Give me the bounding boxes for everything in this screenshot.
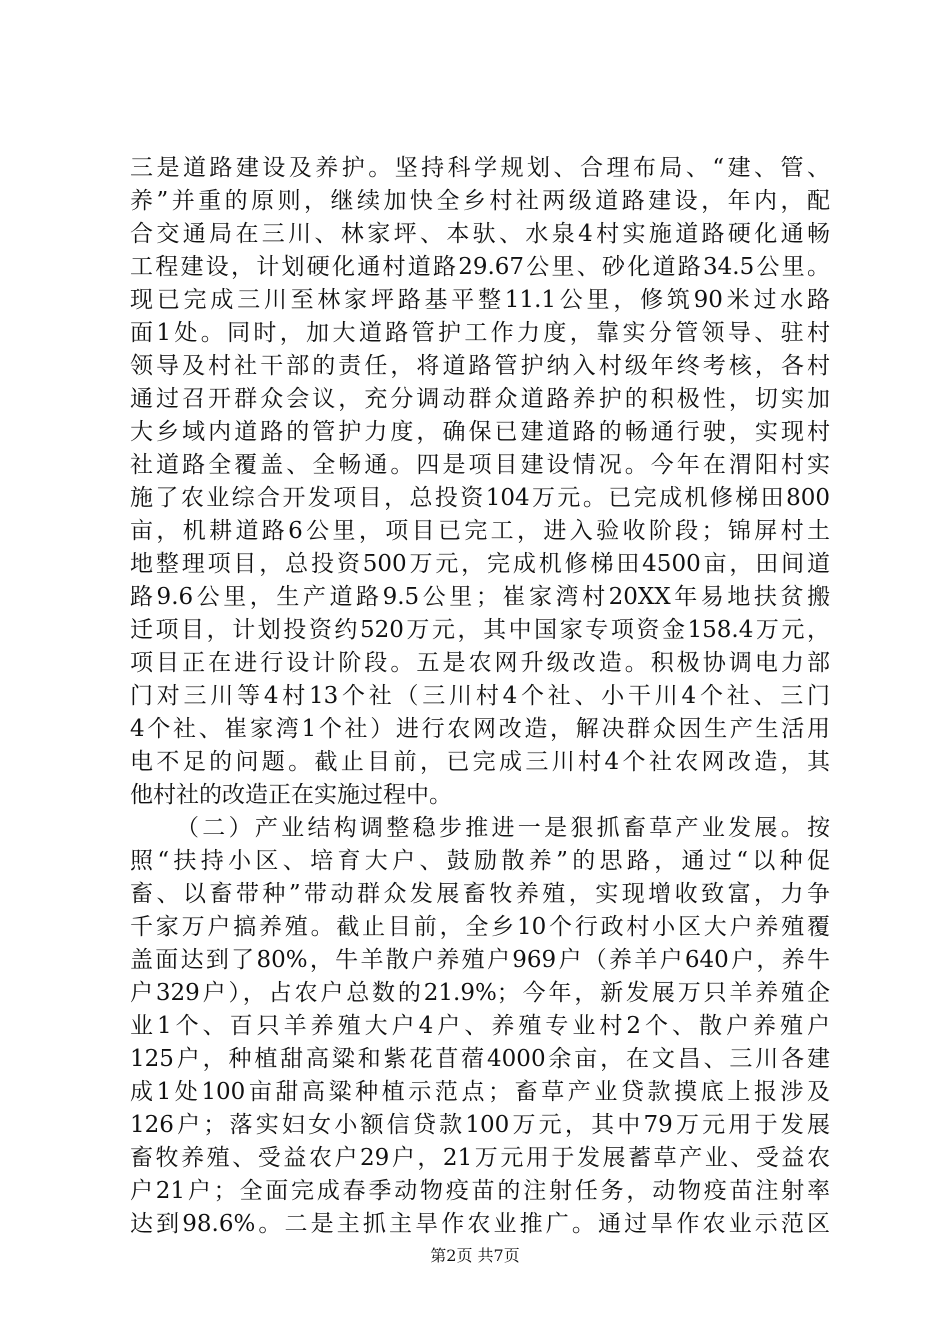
text-line: 领导及村社干部的责任，将道路管护纳入村级年终考核，各村 xyxy=(130,353,830,379)
text-line: 户329户），占农户总数的21.9%；今年，新发展万只羊养殖企 xyxy=(130,980,830,1006)
text-line: 电不足的问题。截止目前，已完成三川村4个社农网改造，其 xyxy=(130,749,830,775)
text-line: 大乡域内道路的管护力度，确保已建道路的畅通行驶，实现村 xyxy=(130,419,830,445)
text-line: 达到98.6%。二是主抓主旱作农业推广。通过旱作农业示范区 xyxy=(130,1211,830,1237)
text-line: 养”并重的原则，继续加快全乡村社两级道路建设，年内，配 xyxy=(130,188,830,214)
text-line: 三是道路建设及养护。坚持科学规划、合理布局、“建、管、 xyxy=(130,155,830,181)
text-line: 社道路全覆盖、全畅通。四是项目建设情况。今年在渭阳村实 xyxy=(130,452,830,478)
text-line: 126户；落实妇女小额信贷款100万元，其中79万元用于发展 xyxy=(130,1112,830,1138)
text-line: 施了农业综合开发项目，总投资104万元。已完成机修梯田800 xyxy=(130,485,830,511)
text-line: 畜牧养殖、受益农户29户，21万元用于发展蓄草产业、受益农 xyxy=(130,1145,830,1171)
text-line: 4个社、崔家湾1个社）进行农网改造，解决群众因生产生活用 xyxy=(130,716,830,742)
text-line: 合交通局在三川、林家坪、本驮、水泉4村实施道路硬化通畅 xyxy=(130,221,830,247)
text-line: 通过召开群众会议，充分调动群众道路养护的积极性，切实加 xyxy=(130,386,830,412)
text-line: 现已完成三川至林家坪路基平整11.1公里，修筑90米过水路 xyxy=(130,287,830,313)
text-line: 路9.6公里，生产道路9.5公里；崔家湾村20XX年易地扶贫搬 xyxy=(130,584,830,610)
text-line: 亩，机耕道路6公里，项目已完工，进入验收阶段；锦屏村土 xyxy=(130,518,830,544)
paragraph-start-line: （二）产业结构调整稳步推进一是狠抓畜草产业发展。按 xyxy=(176,815,830,841)
text-line: 地整理项目，总投资500万元，完成机修梯田4500亩，田间道 xyxy=(130,551,830,577)
text-line: 照“扶持小区、培育大户、鼓励散养”的思路，通过“以种促 xyxy=(130,848,830,874)
text-line: 面1处。同时，加大道路管护工作力度，靠实分管领导、驻村 xyxy=(130,320,830,346)
text-line: 业1个、百只羊养殖大户4户、养殖专业村2个、散户养殖户 xyxy=(130,1013,830,1039)
text-line: 盖面达到了80%，牛羊散户养殖户969户（养羊户640户，养牛 xyxy=(130,947,830,973)
paragraph-end-line: 他村社的改造正在实施过程中。 xyxy=(130,782,452,808)
body-text xyxy=(130,152,830,1241)
text-line: 项目正在进行设计阶段。五是农网升级改造。积极协调电力部 xyxy=(130,650,830,676)
text-line: 畜、以畜带种”带动群众发展畜牧养殖，实现增收致富，力争 xyxy=(130,881,830,907)
text-line: 门对三川等4村13个社（三川村4个社、小干川4个社、三门 xyxy=(130,683,830,709)
text-line: 成1处100亩甜高粱种植示范点；畜草产业贷款摸底上报涉及 xyxy=(130,1079,830,1105)
page-footer: 第2页 共7页 xyxy=(430,1246,520,1265)
text-line: 千家万户搞养殖。截止目前，全乡10个行政村小区大户养殖覆 xyxy=(130,914,830,940)
text-line: 户21户；全面完成春季动物疫苗的注射任务，动物疫苗注射率 xyxy=(130,1178,830,1204)
text-line: 125户，种植甜高粱和紫花苜蓿4000余亩，在文昌、三川各建 xyxy=(130,1046,830,1072)
text-line: 迁项目，计划投资约520万元，其中国家专项资金158.4万元， xyxy=(130,617,830,643)
text-line: 工程建设，计划硬化通村道路29.67公里、砂化道路34.5公里。 xyxy=(130,254,830,280)
